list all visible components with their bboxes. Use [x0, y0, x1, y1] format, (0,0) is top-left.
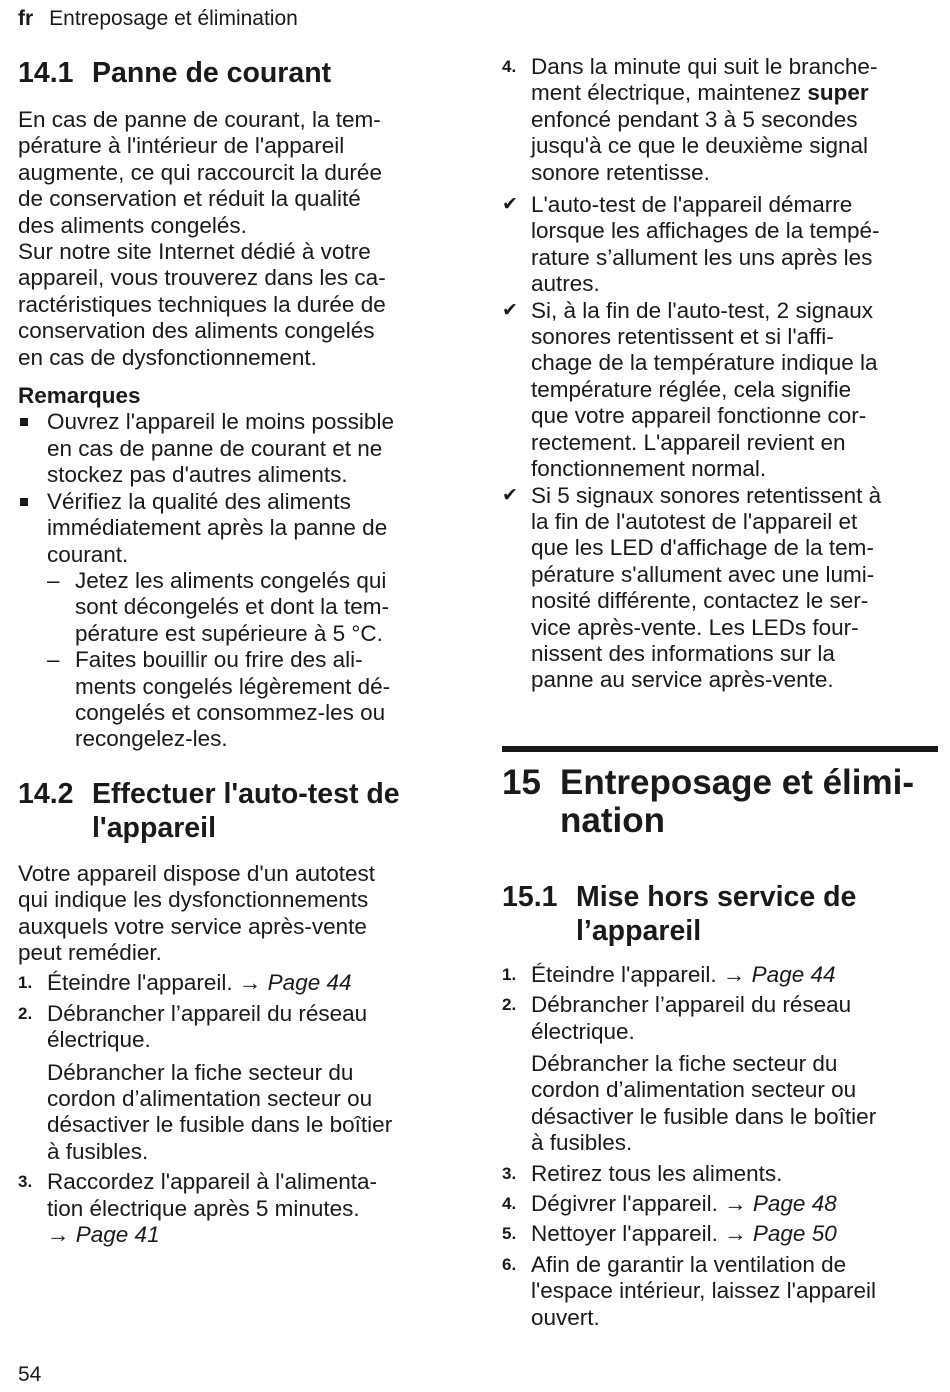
- section-14-2-heading: [18, 777, 458, 845]
- paragraph: En cas de panne de courant, la tem- pérature à l'intérieur de l'appareil augmente, ce qui raccourcit la durée de conservation et réduit la qualité des aliments congelés.: [18, 107, 382, 238]
- header-title: Entreposage et élimination: [49, 7, 298, 30]
- list-item: – Jetez les aliments congelés qui sont décongelés et dont la tem- pérature est supérieure à 5 °C.: [47, 567, 389, 646]
- chapter-title: Entreposage et élimi- nation: [560, 762, 914, 840]
- square-bullet-icon: [18, 409, 47, 488]
- step-number: 2.: [18, 1003, 33, 1023]
- paragraph: Votre appareil dispose d'un autotest qui indique les dysfonctionnements auxquels votre service après-vente peut remédier.: [18, 860, 376, 965]
- steps-list: [502, 1161, 940, 1331]
- list-item: ✔ Si 5 signaux sonores retentissent à la fin de l'autotest de l'appareil et que les LED d'affichage de la tem- pérature s'allument avec une lumi- nosité différente, contactez le ser- vice après-vente. Les LEDs four- nissent des informations sur la panne au service après-vente.: [502, 482, 882, 693]
- list-item: 2. Débrancher l’appareil du réseau électrique.: [502, 992, 852, 1044]
- chapter-15-heading: [502, 764, 940, 840]
- page-number: 54: [18, 1363, 42, 1386]
- square-bullet-icon: [18, 489, 47, 568]
- check-icon: ✔: [502, 194, 518, 216]
- remarks-list: [18, 409, 458, 567]
- paragraph: Sur notre site Internet dédié à votre appareil, vous trouverez dans les ca- ractéristiques techniques la durée de conservation des aliments congelés en cas de dysfonctionnement.: [18, 239, 386, 370]
- list-item: 2. Débrancher l’appareil du réseau électrique.: [18, 1000, 368, 1053]
- section-number: 14.1: [18, 57, 74, 89]
- page-link[interactable]: → Page 48: [724, 1191, 837, 1216]
- results-list: [502, 192, 940, 694]
- button-name: super: [807, 80, 869, 106]
- language-code: fr: [18, 7, 34, 30]
- list-item: Ouvrez l'appareil le moins possible en cas de panne de courant et ne stockez pas d'autres aliments.: [18, 409, 458, 488]
- check-icon: ✔: [502, 484, 518, 506]
- check-icon: ✔: [502, 299, 518, 321]
- list-item: 1. Éteindre l'appareil. → Page 44: [18, 970, 352, 996]
- list-item: 3. Retirez tous les aliments.: [502, 1160, 783, 1186]
- remarks-heading: Remarques: [18, 383, 141, 409]
- page-link[interactable]: → Page 50: [724, 1221, 837, 1247]
- chapter-number: 15: [502, 762, 541, 802]
- list-item: ✔ L'auto-test de l'appareil démarre lorsque les affichages de la tempé- rature s’allument les uns après les autres.: [502, 192, 880, 297]
- left-column: [18, 52, 458, 1248]
- section-15-1-heading: [502, 880, 940, 948]
- step-number: 4.: [502, 57, 517, 76]
- section-title: Panne de courant: [92, 57, 332, 89]
- step-number: 5.: [502, 1224, 517, 1244]
- page-link[interactable]: → Page 41: [47, 1222, 160, 1248]
- step-number: 3.: [18, 1172, 33, 1192]
- list-item: ✔ Si, à la fin de l'auto-test, 2 signaux sonores retentissent et si l'affi- chage de la température indique la température réglée, cela signifie que votre appareil fonctionne cor- rectement. L'appareil revient en fonctionnement normal.: [502, 297, 878, 482]
- steps-list: [18, 970, 458, 1053]
- list-item: Vérifiez la qualité des aliments immédiatement après la panne de courant.: [18, 489, 458, 568]
- steps-list: [502, 962, 940, 1045]
- step-detail: Débrancher la fiche secteur du cordon d’alimentation secteur ou désactiver le fusible dans le boîtier à fusibles.: [531, 1050, 877, 1156]
- list-item: 1. Éteindre l'appareil. → Page 44: [502, 961, 836, 987]
- section-number: 15.1: [502, 880, 558, 913]
- sub-list: [47, 568, 458, 753]
- chapter-divider: [502, 746, 938, 752]
- list-item: 4. Dégivrer l'appareil. → Page 48: [502, 1191, 837, 1216]
- steps-list: [502, 54, 940, 186]
- step-detail: Débrancher la fiche secteur du cordon d’alimentation secteur ou désactiver le fusible dans le boîtier à fusibles.: [47, 1059, 393, 1164]
- section-title: Effectuer l'auto-test de l'appareil: [92, 777, 400, 844]
- step-number: 3.: [502, 1163, 517, 1183]
- page-header: [18, 6, 298, 32]
- list-item: 6. Afin de garantir la ventilation de l'espace intérieur, laissez l'appareil ouvert.: [502, 1251, 877, 1330]
- section-title: Mise hors service de l’appareil: [576, 880, 857, 947]
- list-item: 4. Dans la minute qui suit le branche- ment électrique, maintenez super enfoncé pendant 3 à 5 secondes jusqu'à ce que le deuxième signal sonore retentisse.: [502, 54, 878, 185]
- section-14-1-heading: [18, 56, 458, 90]
- step-number: 6.: [502, 1254, 517, 1274]
- list-item: 3. Raccordez l'appareil à l'alimenta- tion électrique après 5 minutes. → Page 41: [18, 1169, 377, 1248]
- list-item: – Faites bouillir ou frire des ali- ments congelés légèrement dé- congelés et consommez-les ou recongelez-les.: [47, 647, 391, 752]
- dash-bullet: –: [47, 567, 60, 593]
- step-number: 1.: [502, 964, 517, 984]
- right-column: [502, 54, 940, 1331]
- dash-bullet: –: [47, 647, 60, 673]
- page-link[interactable]: → Page 44: [722, 961, 836, 987]
- step-number: 1.: [18, 973, 33, 993]
- section-number: 14.2: [18, 777, 74, 810]
- step-number: 2.: [502, 995, 517, 1015]
- step-number: 4.: [502, 1194, 517, 1213]
- list-item: 5. Nettoyer l'appareil. → Page 50: [502, 1221, 837, 1247]
- steps-list: [18, 1169, 458, 1248]
- page-link[interactable]: → Page 44: [238, 970, 352, 996]
